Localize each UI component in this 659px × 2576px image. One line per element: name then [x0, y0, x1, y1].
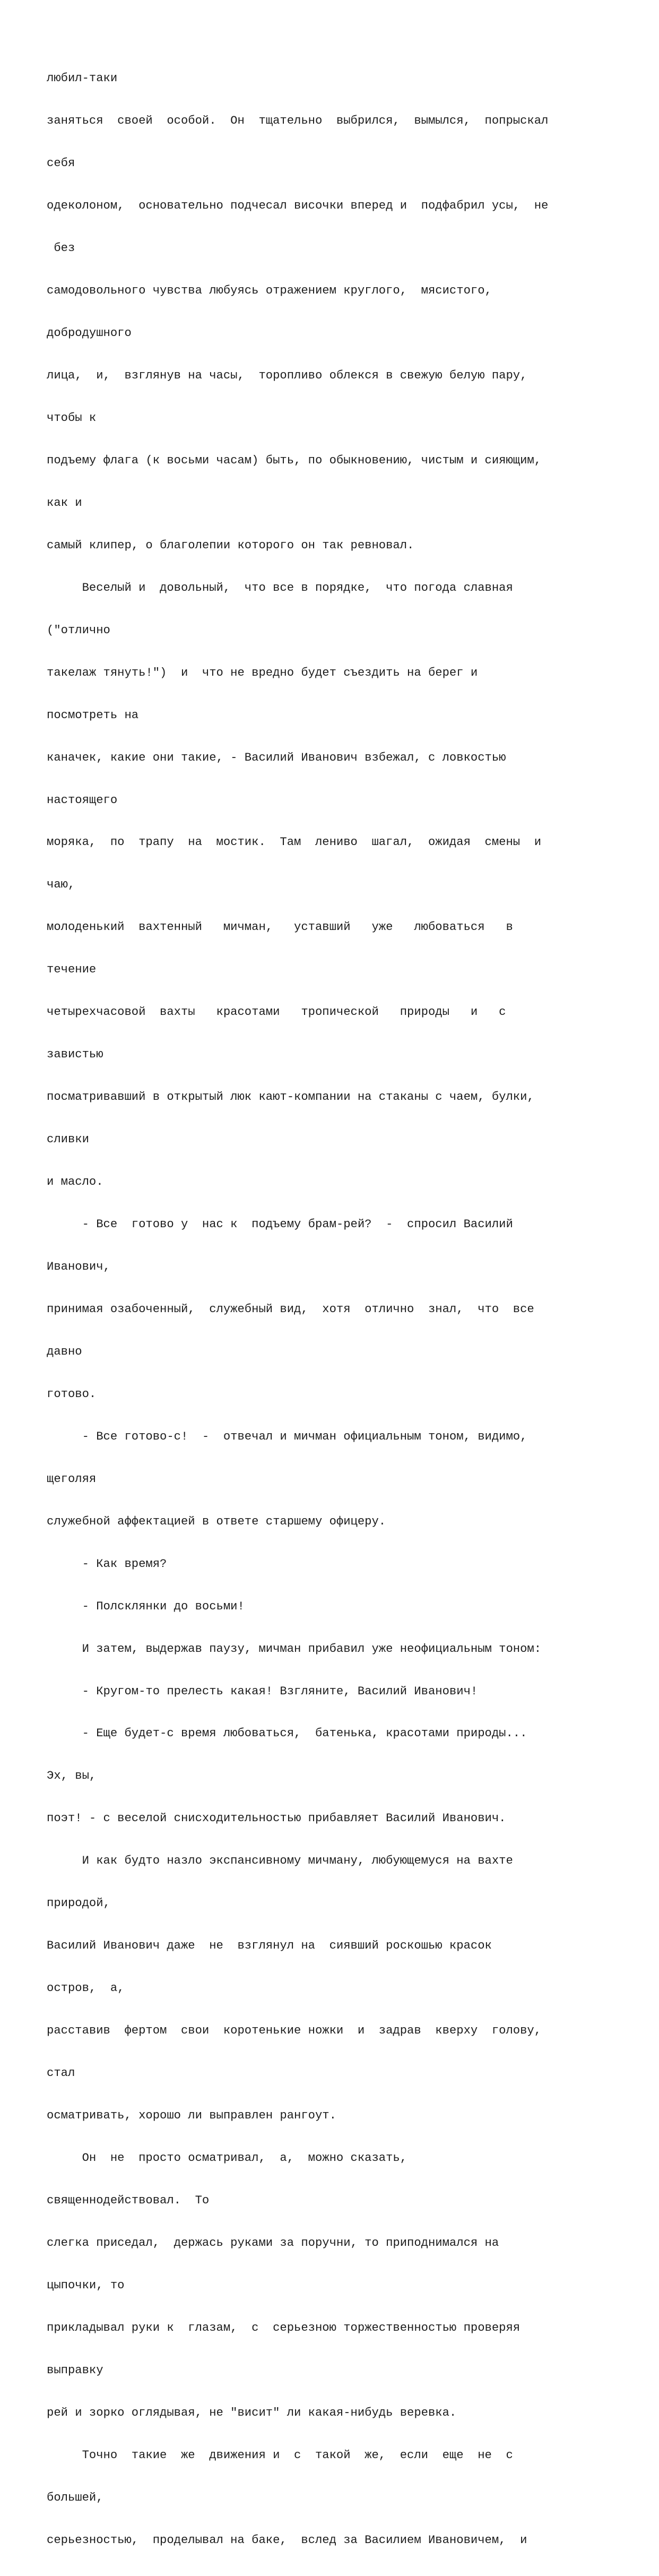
text-line: моряка, по трапу на мостик. Там лениво шагал, ожидая смены и — [47, 835, 542, 849]
text-line: течение — [47, 963, 97, 977]
text-line: каначек, какие они такие, - Василий Иванович взбежал, с ловкостью — [47, 751, 506, 764]
text-line: выправку — [47, 2363, 103, 2377]
text-line: посмотреть на — [47, 708, 139, 722]
text-line: самый клипер, о благолепии которого он так ревновал. — [47, 538, 414, 552]
text-line: рей и зорко оглядывая, не "висит" ли какая-нибудь веревка. — [47, 2406, 457, 2419]
text-line: как и — [47, 496, 82, 510]
text-line: давно — [47, 1345, 82, 1358]
text-line: заняться своей особой. Он тщательно выбрился, вымылся, попрыскал — [47, 114, 549, 128]
text-line: Иванович, — [47, 1260, 110, 1273]
text-line: щеголяя — [47, 1472, 97, 1486]
text-line: себя — [47, 157, 75, 170]
text-line: прикладывал руки к глазам, с серьезною торжественностью проверяя — [47, 2321, 521, 2334]
text-line: - Еще будет-с время любоваться, батенька, красотами природы... — [47, 1727, 527, 1741]
text-line: серьезностью, проделывал на баке, вслед за Василием Ивановичем, и — [47, 2533, 527, 2547]
text-line: ("отлично — [47, 623, 110, 637]
text-line: цыпочки, то — [47, 2278, 125, 2292]
text-line: остров, а, — [47, 1981, 125, 1995]
text-line: завистью — [47, 1048, 103, 1062]
text-line: расставив фертом свои коротенькие ножки и задрав кверху голову, — [47, 2024, 542, 2038]
text-line: осматривать, хорошо ли выправлен рангоут. — [47, 2109, 336, 2123]
text-line: готово. — [47, 1387, 97, 1401]
text-line: подъему флага (к восьми часам) быть, по обыкновению, чистым и сияющим, — [47, 453, 542, 467]
text-line: лица, и, взглянув на часы, торопливо облекся в свежую белую пару, — [47, 368, 527, 382]
text-line: без — [47, 242, 75, 255]
text-line: одеколоном, основательно подчесал височки вперед и подфабрил усы, не — [47, 199, 549, 213]
text-line: служебной аффектацией в ответе старшему офицеру. — [47, 1514, 386, 1528]
text-line: Веселый и довольный, что все в порядке, что погода славная — [47, 581, 513, 595]
text-line: любил-таки — [47, 72, 118, 85]
text-line: священнодействовал. То — [47, 2193, 210, 2207]
text-line: и масло. — [47, 1175, 103, 1189]
text-line: такелаж тянуть!") и что не вредно будет съездить на берег и — [47, 666, 478, 679]
text-line: принимая озабоченный, служебный вид, хотя отлично знал, что все — [47, 1302, 534, 1316]
text-line: чаю, — [47, 878, 75, 892]
text-line: настоящего — [47, 793, 118, 807]
text-line: - Все готово у нас к подъему брам-рей? - спросил Василий — [47, 1218, 513, 1231]
text-line: Василий Иванович даже не взглянул на сиявший роскошью красок — [47, 1939, 492, 1953]
text-line: добродушного — [47, 326, 132, 340]
text-line: - Как время? — [47, 1557, 167, 1571]
text-line: И как будто назло экспансивному мичману, любующемуся на вахте — [47, 1854, 513, 1868]
text-line: поэт! - с веселой снисходительностью прибавляет Василий Иванович. — [47, 1812, 506, 1825]
text-line: Точно такие же движения и с такой же, если еще не с — [47, 2448, 513, 2462]
text-line: природой, — [47, 1897, 110, 1910]
text-line: стал — [47, 2066, 75, 2080]
text-line: сливки — [47, 1133, 89, 1147]
text-line: самодовольного чувства любуясь отражением круглого, мясистого, — [47, 284, 492, 298]
text-line: И затем, выдержав паузу, мичман прибавил уже неофициальным тоном: — [47, 1642, 542, 1656]
text-line: большей, — [47, 2491, 103, 2504]
text-line: - Полсклянки до восьми! — [47, 1599, 245, 1613]
text-line: посматривавший в открытый люк кают-компании на стаканы с чаем, булки, — [47, 1090, 534, 1104]
text-line: - Все готово-с! - отвечал и мичман официальным тоном, видимо, — [47, 1429, 527, 1443]
text-line: Он не просто осматривал, а, можно сказать, — [47, 2151, 407, 2165]
text-line: чтобы к — [47, 411, 97, 425]
text-line: четырехчасовой вахты красотами тропической природы и с — [47, 1005, 506, 1019]
body-text — [47, 44, 630, 2576]
text-line: - Кругом-то прелесть какая! Взгляните, Василий Иванович! — [47, 1684, 478, 1698]
text-line: молоденький вахтенный мичман, уставший уже любоваться в — [47, 920, 513, 934]
text-line: слегка приседал, держась руками за поручни, то приподнимался на — [47, 2236, 499, 2250]
text-line: Эх, вы, — [47, 1769, 97, 1783]
